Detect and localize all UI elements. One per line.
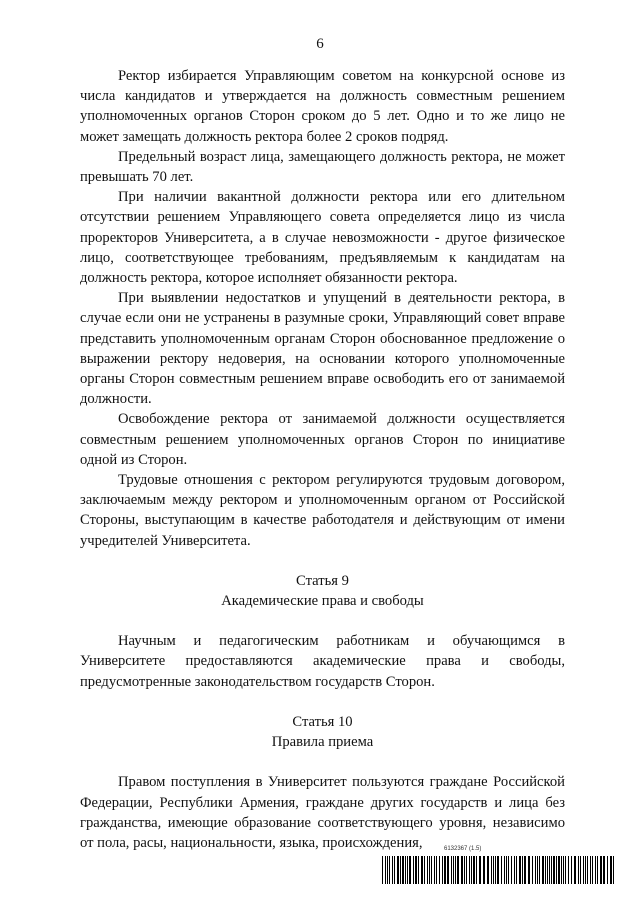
- barcode-label: 6132367 (1.5): [444, 846, 482, 852]
- paragraph-deficiencies: При выявлении недостатков и упущений в деятельности ректора, в случае если они не устранены в разумные сроки, Управляющий совет вправе представить уполномоченным органам Сторон обоснованное предложение о выражении ректору недоверия, на основании которого уполномоченные органы Сторон совместным решением вправе освободить его от занимаемой должности.: [80, 290, 565, 408]
- article-10-number: Статья 10: [292, 713, 353, 730]
- article-9-title: Академические права и свободы: [221, 593, 424, 610]
- article-9-text: Научным и педагогическим работникам и обучающимся в Университете предоставляются академические права и свободы, предусмотренные законодательством государств Сторон.: [80, 633, 565, 690]
- article-9-number: Статья 9: [296, 572, 349, 589]
- paragraph-labor-relations: Трудовые отношения с ректором регулируются трудовым договором, заключаемым между ректором и уполномоченным органом от Российской Стороны, выступающим в качестве работодателя и действующим от имени учредителей Университета.: [80, 472, 565, 549]
- page-number: 6: [316, 36, 324, 52]
- article-9-heading: [80, 571, 565, 611]
- document-body: [80, 66, 565, 853]
- barcode-bars: [382, 856, 616, 884]
- paragraph-dismissal: Освобождение ректора от занимаемой должности осуществляется совместным решением уполномоченных органов Сторон по инициативе одной из Сторон.: [80, 411, 565, 468]
- document-barcode: [382, 846, 616, 886]
- article-10-text: Правом поступления в Университет пользуются граждане Российской Федерации, Республики Армения, граждане других государств и лица без гражданства, имеющие образование соответствующего уровня, независимо от пола, расы, национальности, языка, происхождения,: [80, 774, 565, 851]
- article-10-heading: [80, 712, 565, 752]
- paragraph-age-limit: Предельный возраст лица, замещающего должность ректора, не может превышать 70 лет.: [80, 148, 565, 186]
- paragraph-vacancy: При наличии вакантной должности ректора или его длительном отсутствии решением Управляющего совета определяется лицо из числа проректоров Университета, а в случае невозможности - другое физическое лицо, соответствующее требованиям, предъявляемым к кандидатам на должность ректора, которое исполняет обязанности ректора.: [80, 189, 565, 287]
- article-10-title: Правила приема: [271, 734, 374, 751]
- paragraph-rector-election: Ректор избирается Управляющим советом на конкурсной основе из числа кандидатов и утверждается на должность совместным решением уполномоченных органов Сторон сроком до 5 лет. Одно и то же лицо не может замещать должность ректора более 2 сроков подряд.: [80, 68, 565, 145]
